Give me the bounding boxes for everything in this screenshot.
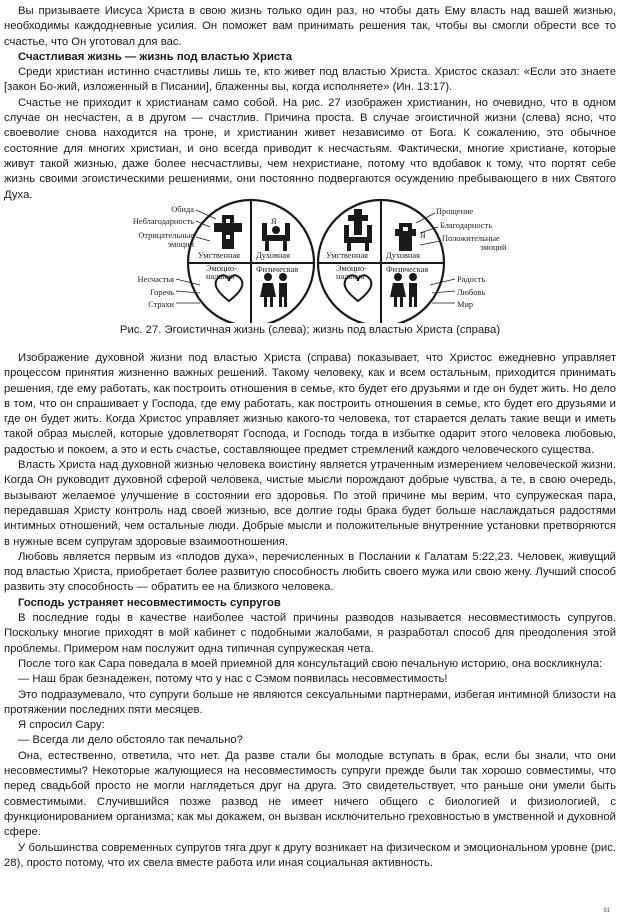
label-joy: Радость [457,275,486,284]
section-mental: Умственная [326,251,369,260]
label-resentment: Обида [171,205,194,214]
section-physical: Физическая [256,265,299,274]
couple-icon [390,273,417,307]
section-emotional-2: нальная [206,272,235,281]
section-spiritual: Духовная [386,251,420,260]
section-heading: Счастливая жизнь — жизнь под властью Христа [18,50,292,63]
section-emotional: Эмоцио- [206,264,237,273]
dialogue-line: — Всегда ли дело обстояло так печально? [18,734,243,747]
paragraph: Вы призываете Иисуса Христа в свою жизнь только один раз, но чтобы дать Ему власть над вашей жизнью, необходимы каждодневные усилия. Он поможет вам принимать решения так, чтобы вы смогли обрести все то счастье, что Он уготовал для вас. [4,5,616,48]
label-fears: Страхи [148,300,174,309]
self-mark: Я [271,217,277,226]
paragraph: Любовь является первым из «плодов духа», перечисленных в Послании к Галатам 5:22,23. Человек, живущий под властью Христа, приобретает более развитую способность любить своего мужа или свою жену. Лучший способ развить эту способность — обратить ее на близкого человека. [4,550,616,594]
figure-caption: Рис. 27. Эгоистичная жизнь (слева); жизнь под властью Христа (справа) [119,324,501,336]
cross-icon [214,215,242,249]
label-positive: Положительные [442,234,500,243]
figure-diagram [0,193,620,323]
paragraph: В последние годы в качестве наиболее частой причины разводов называется несовместимость супругов. Поскольку многие приходят в мой кабинет с подобными жалобами, я разработал способ для преодоления этой проблемы. Примером нам послужит одна типичная супружеская чета. [4,612,616,655]
paragraph: Она, естественно, ответила, что нет. Да разве стали бы молодые вступать в брак, если бы знали, что они несовместимы? Некоторые жалующиеся на несовместимость супруги прежде были так хорошо совместимы, что перед свадьбой просто не могли наглядеться друг на друга. Это свидетельствует, что раньше они умели быть совместимыми. Случившийся позже развод не имеет ничего общего с биологией и физиологией, с функционированием организма; как мы докажем, он вызван исключительно греховностью в умственной и духовной сфере. [4,749,616,839]
couple-icon [260,273,287,307]
page-number: 91 [603,908,610,914]
label-forgiveness: Прощение [436,207,474,216]
label-emotions: эмоции [167,240,194,249]
throne-with-cross-icon [344,209,372,251]
selfish-life-circle [188,200,314,323]
label-emotions-right: эмоций [480,243,507,252]
dialogue-line: — Наш брак безнадежен, потому что у нас с Сэмом появилась несовместимость! [18,673,448,686]
label-bitterness: Горечь [149,288,174,297]
label-misfortunes: Несчастья [137,275,174,284]
throne-icon [262,223,290,251]
paragraph: Изображение духовной жизни под властью Христа (справа) показывает, что Христос ежедневно управляет процессом принятия жизненно важных решений. Такому человеку, как и всем остальным, приходится принимать решения, где ему работать, как построить отношения в семье, кто будет его друзьями и где он будет жить. Но дело в том, что он спрашивает у Господа, где ему работать, как построить отношения в семье, кто будет его друзьями и где он будет жить. Когда Христос управляет жизнью какого-то человека, тот старается делать такие вещи и иметь такой образ мыслей, которые удовлетворят Господа, и Господь тогда в избытке одарит этого человека любовью, радостью и покоем, а это и есть счастье, составляющее предмет стремлений каждого человеческого существа. [4,352,616,456]
paragraph: Это подразумевало, что супруги больше не являются сексуальными партнерами, избегая интимной близости на протяжении последних пяти месяцев. [4,688,616,716]
label-ingratitude: Неблагодарность [132,217,194,226]
self-mark: Я [420,231,426,240]
paragraph: После того как Сара поведала в моей приемной для консультаций свою печальную историю, она воскликнула: [18,657,603,670]
section-emotional-2: нальная [336,272,365,281]
paragraph: Счастье не приходит к христианам само собой. На рис. 27 изображен христианин, но очевидно, что в одном случае он несчастен, а в другом — счастлив. Причина проста. В случае эгоистичной жизни (слева) ясно, что своеволие снова находится на троне, и христианин живет независимо от Бога. К сожалению, это обычное состояние для многих христиан, и оно всегда приводит к несчастьям. Фактически, многие христиане, которые живут такой жизнью, даже более несчастливы, чем нехристиане, потому что вдобавок к тому, что портят себе жизнь своими эгоистическими решениями, они постоянно подвергаются осуждению пребывающего в них Святого Духа. [4,96,616,201]
paragraph: У большинства современных супругов тяга друг к другу возникает на физическом и эмоциональном уровне (рис. 28), просто потому, что их свела вместе работа или иная социальная активность. [4,841,616,869]
label-love: Любовь [457,288,486,297]
label-gratitude: Благодарность [440,221,493,230]
top-text-block [4,4,616,203]
label-negative: Отрицательные [138,231,194,240]
section-spiritual: Духовная [256,251,290,260]
section-mental: Умственная [198,251,241,260]
section-physical: Физическая [386,265,429,274]
label-peace: Мир [457,300,474,309]
self-figure-icon [395,223,416,251]
section-emotional: Эмоцио- [336,264,367,273]
bottom-text-block [4,351,616,871]
figure-27 [0,193,620,343]
paragraph: Среди христиан истинно счастливы лишь те, кто живет под властью Христа. Христос сказал: «Если это знаете [закон Бо-жий, изложенный в Писании], блаженны вы, когда исполняете» (Ин. 13:17). [4,66,616,94]
paragraph: Власть Христа над духовной жизнью человека воистину является утраченным измерением человеческой жизни. Когда Он руководит духовной сферой человека, чистые мысли порождают добрые чувства, а те, в свою очередь, вызывают желаемое улучшение в состоянии его здоровья. По этой причине мы верим, что супружеская пара, передавшая Христу контроль над своей жизнью, все долгие годы брака будет больше наслаждаться радостями интимных отношений, чем остальные люди. Добрые мысли и положительные внутренние установки претворяются в нужные всем супругам здоровые взаимоотношения. [4,459,616,548]
section-heading: Господь устраняет несовместимость супругов [18,596,281,609]
paragraph: Я спросил Сару: [18,719,105,732]
